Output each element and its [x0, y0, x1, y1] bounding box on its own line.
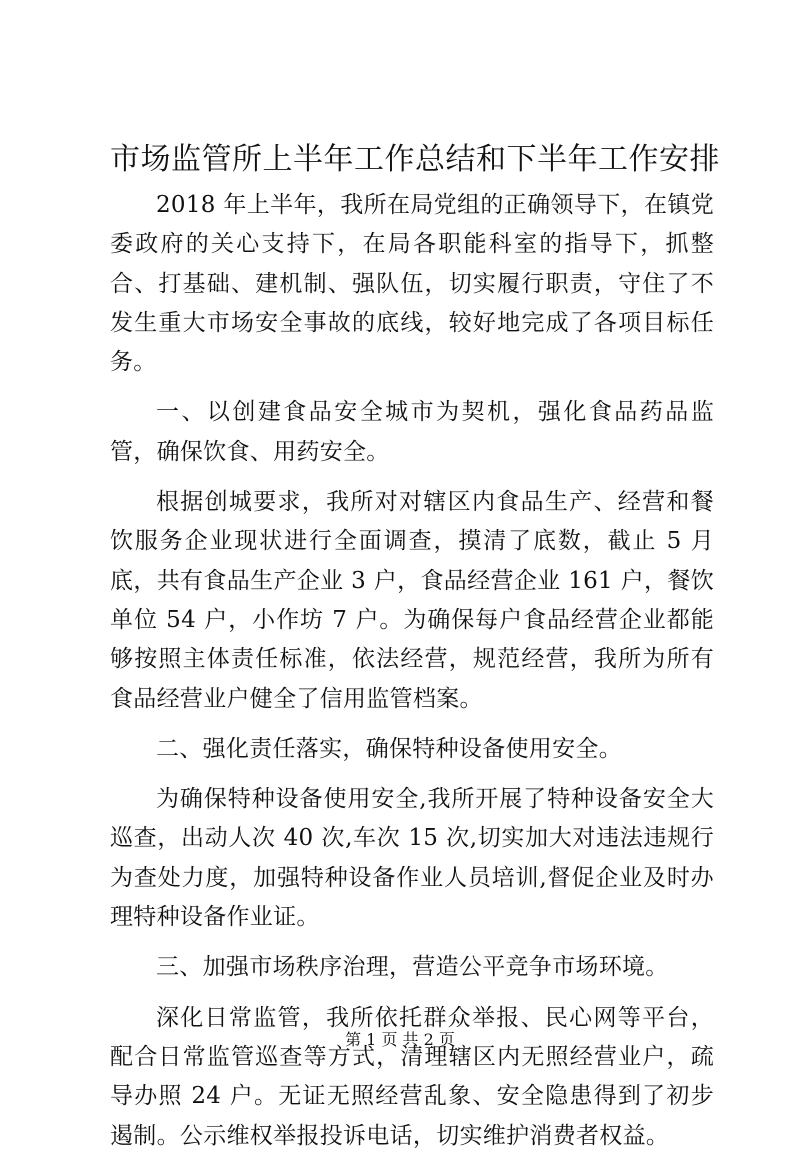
section-heading-1: 一、以创建食品安全城市为契机，强化食品药品监管，确保饮食、用药安全。: [110, 399, 714, 465]
page-footer: 第 1 页 共 2 页: [345, 1030, 455, 1049]
paragraph-market-order: 深化日常监管，我所依托群众举报、民心网等平台，配合日常监管巡查等方式，清理辖区内无照经营业户，疏导办照 24 户。无证无照经营乱象、安全隐患得到了初步遏制。公示维权举报投诉电话，切实维护消费者权益。: [110, 1004, 714, 1149]
paragraph-special-equipment: 为确保特种设备使用安全,我所开展了特种设备安全大巡查，出动人次 40 次,车次 15 次,切实加大对违法违规行为查处力度，加强特种设备作业人员培训,督促企业及时办理特种设备作业证。: [110, 786, 714, 931]
paragraph-food-safety: 根据创城要求，我所对对辖区内食品生产、经营和餐饮服务企业现状进行全面调查，摸清了底数，截止 5 月底，共有食品生产企业 3 户，食品经营企业 161 户，餐饮单位 54 户，小作坊 7 户。为确保每户食品经营企业都能够按照主体责任标准，依法经营，规范经营，我所为所有食品经营业户健全了信用监管档案。: [110, 489, 714, 712]
section-heading-3: 三、加强市场秩序治理，营造公平竞争市场环境。: [156, 954, 669, 981]
document-title: 市场监管所上半年工作总结和下半年工作安排: [110, 142, 720, 177]
section-heading-2: 二、强化责任落实，确保特种设备使用安全。: [156, 735, 622, 762]
paragraph-intro: 2018 年上半年，我所在局党组的正确领导下，在镇党委政府的关心支持下，在局各职能科室的指导下，抓整合、打基础、建机制、强队伍，切实履行职责，守住了不发生重大市场安全事故的底线，较好地完成了各项目标任务。: [110, 192, 714, 376]
document-body: [110, 186, 714, 1167]
